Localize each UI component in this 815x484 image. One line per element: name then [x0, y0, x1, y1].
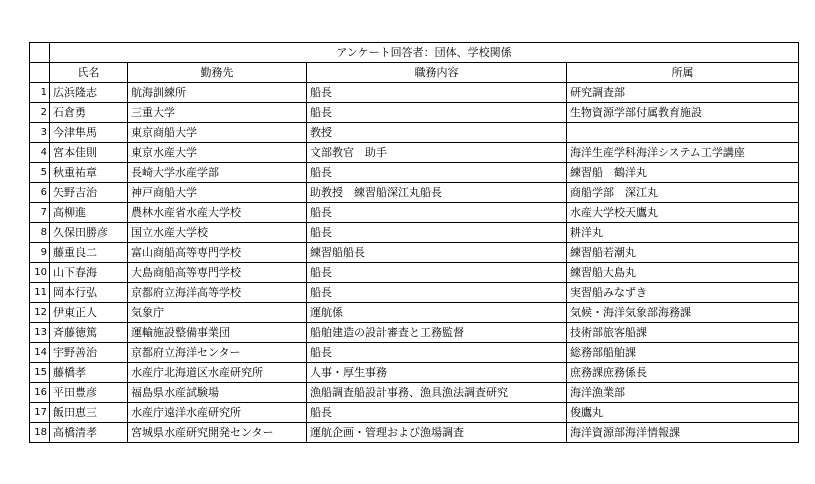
name-cell: 平田豊彦 [50, 383, 128, 403]
duties-cell: 漁船調査船設計事務、漁具漁法調査研究 [307, 383, 567, 403]
workplace-cell: 国立水産大学校 [128, 223, 307, 243]
workplace-cell: 神戸商船大学 [128, 183, 307, 203]
duties-cell: 船長 [307, 343, 567, 363]
name-cell: 広浜隆志 [50, 83, 128, 103]
duties-cell: 船舶建造の設計審査と工務監督 [307, 323, 567, 343]
workplace-cell: 気象庁 [128, 303, 307, 323]
row-number: 15 [30, 363, 50, 383]
duties-cell: 人事・厚生事務 [307, 363, 567, 383]
duties-cell: 船長 [307, 83, 567, 103]
corner-cell [30, 43, 50, 63]
duties-cell: 船長 [307, 163, 567, 183]
row-number: 13 [30, 323, 50, 343]
duties-cell: 船長 [307, 203, 567, 223]
header-corner-cell [30, 63, 50, 83]
name-cell: 宇野善治 [50, 343, 128, 363]
row-number: 8 [30, 223, 50, 243]
duties-cell: 教授 [307, 123, 567, 143]
workplace-cell: 航海訓練所 [128, 83, 307, 103]
table-row [30, 383, 799, 403]
row-number: 16 [30, 383, 50, 403]
name-cell: 高柳進 [50, 203, 128, 223]
affiliation-cell: 総務部船舶課 [567, 343, 799, 363]
duties-cell: 文部教官 助手 [307, 143, 567, 163]
table-row [30, 143, 799, 163]
duties-cell: 運航企画・管理および漁場調査 [307, 423, 567, 443]
header-name: 氏名 [50, 63, 128, 83]
affiliation-cell: 練習船若潮丸 [567, 243, 799, 263]
row-number: 3 [30, 123, 50, 143]
affiliation-cell: 海洋漁業部 [567, 383, 799, 403]
table-row [30, 163, 799, 183]
title-row [30, 43, 799, 63]
workplace-cell: 宮城県水産研究開発センター [128, 423, 307, 443]
name-cell: 久保田勝彦 [50, 223, 128, 243]
table-body [30, 43, 799, 443]
affiliation-cell: 俊鷹丸 [567, 403, 799, 423]
duties-cell: 船長 [307, 103, 567, 123]
row-number: 2 [30, 103, 50, 123]
affiliation-cell [567, 123, 799, 143]
affiliation-cell: 技術部旅客船課 [567, 323, 799, 343]
workplace-cell: 大島商船高等専門学校 [128, 263, 307, 283]
name-cell: 石倉勇 [50, 103, 128, 123]
affiliation-cell: 実習船みなずき [567, 283, 799, 303]
duties-cell: 船長 [307, 263, 567, 283]
workplace-cell: 長崎大学水産学部 [128, 163, 307, 183]
table-row [30, 203, 799, 223]
name-cell: 伊東正人 [50, 303, 128, 323]
row-number: 11 [30, 283, 50, 303]
row-number: 5 [30, 163, 50, 183]
row-number: 12 [30, 303, 50, 323]
row-number: 18 [30, 423, 50, 443]
row-number: 14 [30, 343, 50, 363]
name-cell: 矢野吉治 [50, 183, 128, 203]
affiliation-cell: 庶務課庶務係長 [567, 363, 799, 383]
name-cell: 飯田恵三 [50, 403, 128, 423]
header-row [30, 63, 799, 83]
table-row [30, 423, 799, 443]
affiliation-cell: 商船学部 深江丸 [567, 183, 799, 203]
workplace-cell: 水産庁北海道区水産研究所 [128, 363, 307, 383]
row-number: 17 [30, 403, 50, 423]
table-row [30, 263, 799, 283]
table-row [30, 83, 799, 103]
workplace-cell: 運輸施設整備事業団 [128, 323, 307, 343]
name-cell: 高橋清孝 [50, 423, 128, 443]
name-cell: 斉藤徳篤 [50, 323, 128, 343]
row-number: 9 [30, 243, 50, 263]
workplace-cell: 富山商船高等専門学校 [128, 243, 307, 263]
name-cell: 今津隼馬 [50, 123, 128, 143]
affiliation-cell: 海洋資源部海洋情報課 [567, 423, 799, 443]
table-row [30, 103, 799, 123]
table-row [30, 283, 799, 303]
table-title: アンケート回答者：団体、学校関係 [50, 43, 799, 63]
header-workplace: 勤務先 [128, 63, 307, 83]
affiliation-cell: 研究調査部 [567, 83, 799, 103]
affiliation-cell: 練習船 鶴洋丸 [567, 163, 799, 183]
duties-cell: 船長 [307, 283, 567, 303]
table-row [30, 363, 799, 383]
affiliation-cell: 練習船大島丸 [567, 263, 799, 283]
name-cell: 宮本佳則 [50, 143, 128, 163]
table-row [30, 123, 799, 143]
duties-cell: 練習船船長 [307, 243, 567, 263]
respondent-table [29, 42, 799, 443]
workplace-cell: 京都府立海洋センター [128, 343, 307, 363]
workplace-cell: 農林水産省水産大学校 [128, 203, 307, 223]
duties-cell: 運航係 [307, 303, 567, 323]
workplace-cell: 水産庁遠洋水産研究所 [128, 403, 307, 423]
name-cell: 藤重良二 [50, 243, 128, 263]
table-row [30, 303, 799, 323]
row-number: 6 [30, 183, 50, 203]
affiliation-cell: 海洋生産学科海洋システム工学講座 [567, 143, 799, 163]
affiliation-cell: 水産大学校天鷹丸 [567, 203, 799, 223]
name-cell: 秋重祐章 [50, 163, 128, 183]
name-cell: 岡本行弘 [50, 283, 128, 303]
table-row [30, 223, 799, 243]
row-number: 10 [30, 263, 50, 283]
name-cell: 藤橋孝 [50, 363, 128, 383]
duties-cell: 船長 [307, 223, 567, 243]
row-number: 4 [30, 143, 50, 163]
workplace-cell: 東京商船大学 [128, 123, 307, 143]
affiliation-cell: 生物資源学部付属教育施設 [567, 103, 799, 123]
table-row [30, 323, 799, 343]
name-cell: 山下春海 [50, 263, 128, 283]
workplace-cell: 福島県水産試験場 [128, 383, 307, 403]
workplace-cell: 三重大学 [128, 103, 307, 123]
table-row [30, 343, 799, 363]
duties-cell: 助教授 練習船深江丸船長 [307, 183, 567, 203]
workplace-cell: 東京水産大学 [128, 143, 307, 163]
affiliation-cell: 耕洋丸 [567, 223, 799, 243]
header-affiliation: 所属 [567, 63, 799, 83]
table-row [30, 243, 799, 263]
workplace-cell: 京都府立海洋高等学校 [128, 283, 307, 303]
row-number: 1 [30, 83, 50, 103]
row-number: 7 [30, 203, 50, 223]
table-row [30, 183, 799, 203]
duties-cell: 船長 [307, 403, 567, 423]
header-duties: 職務内容 [307, 63, 567, 83]
table-row [30, 403, 799, 423]
affiliation-cell: 気候・海洋気象部海務課 [567, 303, 799, 323]
